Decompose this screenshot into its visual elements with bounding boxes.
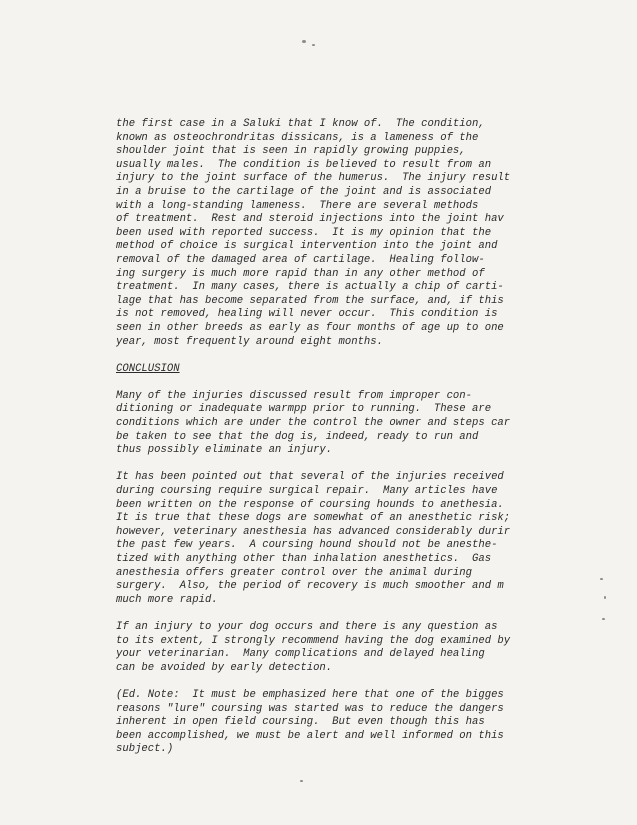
text-line: of treatment. Rest and steroid injections into the joint hav bbox=[116, 213, 504, 226]
paragraph-editor-note bbox=[116, 689, 582, 757]
text-line: the past few years. A coursing hound should not be anesthe- bbox=[116, 539, 498, 552]
paragraph-surgical-repair bbox=[116, 471, 582, 607]
text-line: subject.) bbox=[116, 743, 174, 756]
text-line: thus possibly eliminate an injury. bbox=[116, 444, 333, 457]
text-line: shoulder joint that is seen in rapidly growing puppies, bbox=[116, 145, 466, 158]
paper-speck bbox=[602, 618, 605, 620]
text-line: year, most frequently around eight months. bbox=[116, 335, 384, 348]
text-line: It is true that these dogs are somewhat of an anesthetic risk; bbox=[116, 512, 511, 525]
paper-speck bbox=[300, 780, 303, 782]
text-line: however, veterinary anesthesia has advanced considerably durir bbox=[116, 525, 511, 538]
paragraph-improper-conditioning bbox=[116, 390, 582, 458]
text-line: removal of the damaged area of cartilage. Healing follow- bbox=[116, 253, 485, 266]
paragraph-gap bbox=[116, 675, 582, 689]
paragraph-gap bbox=[116, 349, 582, 363]
text-line: with a long-standing lameness. There are several methods bbox=[116, 199, 479, 212]
text-line: the first case in a Saluki that I know of. The condition, bbox=[116, 118, 485, 130]
text-line: inherent in open field coursing. But even though this has bbox=[116, 716, 485, 729]
text-line: been accomplished, we must be alert and well informed on this bbox=[116, 729, 504, 742]
text-line: anesthesia offers greater control over the animal during bbox=[116, 566, 473, 579]
paragraph-veterinarian bbox=[116, 621, 582, 675]
paper-speck bbox=[302, 40, 306, 43]
section-heading bbox=[116, 363, 582, 377]
text-line: surgery. Also, the period of recovery is much smoother and m bbox=[116, 580, 504, 593]
text-line: conditions which are under the control the owner and steps car bbox=[116, 417, 511, 430]
text-line: (Ed. Note: It must be emphasized here that one of the bigges bbox=[116, 688, 504, 701]
text-line: during coursing require surgical repair. Many articles have bbox=[116, 485, 498, 498]
text-line: method of choice is surgical intervention into the joint and bbox=[116, 240, 498, 253]
text-line: usually males. The condition is believed to result from an bbox=[116, 158, 492, 171]
text-line: known as osteochrondritas dissicans, is a lameness of the bbox=[116, 131, 479, 144]
paragraph-gap bbox=[116, 607, 582, 621]
paper-speck bbox=[604, 596, 606, 599]
text-line: seen in other breeds as early as four months of age up to one bbox=[116, 321, 504, 334]
text-line: tized with anything other than inhalation anesthetics. Gas bbox=[116, 553, 492, 565]
text-line: If an injury to your dog occurs and there is any question as bbox=[116, 620, 498, 633]
text-line: CONCLUSION bbox=[116, 362, 180, 375]
text-line: been written on the response of coursing hounds to anethesia. bbox=[116, 498, 504, 511]
paragraph-gap bbox=[116, 458, 582, 472]
text-line: lage that has become separated from the surface, and, if this bbox=[116, 294, 504, 307]
text-line: to its extent, I strongly recommend having the dog examined by bbox=[116, 634, 511, 647]
text-line: be taken to see that the dog is, indeed, ready to run and bbox=[116, 430, 479, 443]
paper-speck bbox=[600, 578, 603, 580]
paragraph-gap bbox=[116, 376, 582, 390]
text-line: It has been pointed out that several of the injuries received bbox=[116, 471, 504, 484]
text-line: can be avoided by early detection. bbox=[116, 661, 333, 674]
text-line: your veterinarian. Many complications and delayed healing bbox=[116, 648, 485, 661]
text-line: ing surgery is much more rapid than in any other method of bbox=[116, 267, 485, 280]
text-line: is not removed, healing will never occur. This condition is bbox=[116, 308, 498, 321]
document-body bbox=[116, 118, 582, 757]
text-line: in a bruise to the cartilage of the joint and is associated bbox=[116, 185, 492, 198]
text-line: been used with reported success. It is my opinion that the bbox=[116, 226, 492, 239]
text-line: reasons "lure" coursing was started was to reduce the dangers bbox=[116, 702, 504, 715]
text-line: treatment. In many cases, there is actually a chip of carti- bbox=[116, 281, 504, 294]
text-line: ditioning or inadequate warmpp prior to running. These are bbox=[116, 403, 492, 416]
text-line: much more rapid. bbox=[116, 593, 218, 606]
text-line: Many of the injuries discussed result from improper con- bbox=[116, 389, 473, 402]
paragraph-saluki-continued bbox=[116, 118, 582, 349]
paper-speck bbox=[312, 44, 315, 46]
text-line: injury to the joint surface of the humerus. The injury result bbox=[116, 172, 511, 185]
